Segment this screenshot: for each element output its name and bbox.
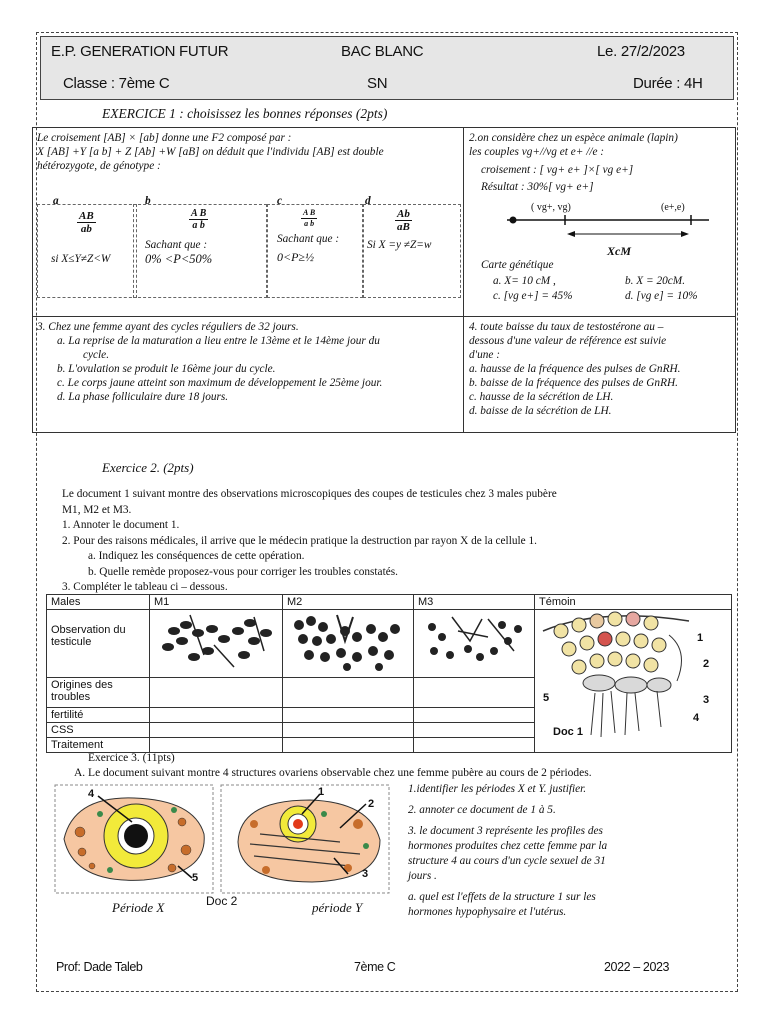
q4-option-a[interactable]: a. hausse de la fréquence des pulses de GnRH. — [469, 363, 681, 375]
q2-option-d[interactable]: d. [vg e] = 10% — [625, 290, 698, 302]
q1-line1: Le croisement [AB] × [ab] donne une F2 composé par : — [37, 132, 292, 144]
ex2-intro1: Le document 1 suivant montre des observations microscopiques des coupes de testicules chez 3 males pubère — [62, 488, 557, 500]
option-a-num: AB — [79, 210, 94, 222]
q1-line2: X [AB] +Y [a b] + Z [Ab] +W [aB] on déduit que l'individu [AB] est double — [37, 146, 384, 158]
table-header-m1: M1 — [150, 595, 283, 610]
exercise2-title: Exercice 2. (2pts) — [102, 460, 194, 475]
option-d-den: aB — [397, 221, 410, 233]
q2-text — [469, 131, 735, 159]
doc2-marker-4: 4 — [88, 788, 95, 800]
option-a-letter: a — [53, 195, 59, 207]
m3-micrograph — [418, 611, 530, 673]
footer-year: 2022 – 2023 — [604, 960, 670, 974]
q3-option-c[interactable]: c. Le corps jaune atteint son maximum de développement le 25ème jour. — [57, 377, 383, 389]
q4-option-c[interactable]: c. hausse de la sécrétion de LH. — [469, 391, 614, 403]
m3-treatment-cell[interactable] — [414, 738, 535, 753]
table-row-origins: Origines des troubles — [47, 678, 150, 708]
doc2-marker-5: 5 — [192, 872, 199, 884]
m2-fertility-cell[interactable] — [283, 708, 414, 723]
table-header-temoin: Témoin — [535, 595, 732, 610]
option-b-text2: 0% <P<50% — [145, 252, 213, 266]
q2-option-a[interactable]: a. X= 10 cM , — [493, 275, 556, 287]
q2-option-b[interactable]: b. X = 20cM. — [625, 275, 686, 287]
ex3-question-2: 2. annoter ce document de 1 à 5. — [408, 804, 556, 816]
table-header-males: Males — [47, 595, 150, 610]
option-d-fraction — [395, 208, 412, 233]
table-header-m3: M3 — [414, 595, 535, 610]
q3-option-a[interactable]: a. La reprise de la maturation a lieu entre le 13ème et le 14ème jour du — [57, 335, 380, 347]
school-name: E.P. GENERATION FUTUR — [51, 43, 229, 60]
exercise2-text — [62, 487, 557, 596]
q3-option-a-cont: cycle. — [83, 349, 110, 361]
doc1-marker-1: 1 — [697, 632, 704, 644]
ex3-question-3-line4: jours . — [408, 870, 437, 882]
option-b-fraction — [189, 208, 208, 231]
m1-observation-cell — [150, 610, 283, 678]
q3-option-b[interactable]: b. L'ovulation se produit le 16ème jour du cycle. — [57, 363, 276, 375]
m1-treatment-cell[interactable] — [150, 738, 283, 753]
map-right-label: (e+,e) — [661, 202, 685, 213]
option-c-letter: c — [277, 195, 283, 207]
exercise3-partA: A. Le document suivant montre 4 structures ovariens observable chez une femme pubère au cours de 2 périodes. — [74, 767, 592, 779]
ex2-intro2: M1, M2 et M3. — [62, 503, 132, 516]
m2-treatment-cell[interactable] — [283, 738, 414, 753]
m1-fertility-cell[interactable] — [150, 708, 283, 723]
temoin-cell — [535, 610, 732, 753]
ex3-question-3a-line1: a. quel est l'effets de la structure 1 sur les — [408, 891, 596, 903]
q1-line3: hétérozygote, de génotype : — [37, 160, 161, 172]
ex3-question-3-line1: 3. le document 3 représente les profiles des — [408, 825, 603, 837]
exam-header — [40, 36, 734, 100]
ex3-question-3a-line2: hormones hypophysaire et l'utérus. — [408, 906, 567, 918]
table-row-treatment: Traitement — [47, 738, 150, 753]
m2-css-cell[interactable] — [283, 723, 414, 738]
exercise1-title: EXERCICE 1 : choisissez les bonnes réponses (2pts) — [102, 106, 388, 121]
m2-observation-cell — [283, 610, 414, 678]
ex2-q2a: a. Indiquez les conséquences de cette opération. — [88, 550, 305, 562]
q2-option-c[interactable]: c. [vg e+] = 45% — [493, 290, 573, 302]
table-row-observation: Observation du testicule — [47, 610, 150, 678]
period-x-label: Période X — [112, 900, 165, 915]
genetic-map-diagram — [503, 212, 713, 242]
table-row-fertility: fertilité — [47, 708, 150, 723]
ex2-q1: 1. Annoter le document 1. — [62, 519, 180, 531]
doc1-marker-4: 4 — [693, 712, 700, 724]
footer-class: 7ème C — [354, 960, 396, 974]
option-a-fraction — [77, 210, 96, 235]
q2-result: Résultat : 30%[ vg+ e+] — [481, 181, 594, 193]
ex3-question-1: 1.identifier les périodes X et Y. justifier. — [408, 783, 587, 795]
ex3-question-3-line2: hormones produites chez cette femme par la — [408, 840, 608, 852]
exam-title: BAC BLANC — [341, 43, 424, 60]
footer-prof: Prof: Dade Taleb — [56, 960, 143, 974]
class-label: Classe : 7ème C — [63, 75, 170, 92]
option-d-num: Ab — [397, 208, 410, 220]
q3-block — [37, 320, 461, 404]
option-d-text: Si X =y ≠Z=w — [367, 239, 432, 251]
doc2-marker-3: 3 — [362, 868, 369, 880]
doc1-marker-3: 3 — [703, 694, 710, 706]
ex2-q3: 3. Compléter le tableau ci – dessous. — [62, 581, 228, 593]
ex2-q2: 2. Pour des raisons médicales, il arrive que le médecin pratique la destruction par rayon X de la cellule 1. — [62, 534, 537, 547]
m3-css-cell[interactable] — [414, 723, 535, 738]
testicle-table — [46, 594, 732, 753]
map-title: Carte génétique — [481, 259, 554, 271]
q3-option-d[interactable]: d. La phase folliculaire dure 18 jours. — [57, 391, 229, 403]
option-c-text2: 0<P≥½ — [277, 250, 315, 264]
doc1-marker-5: 5 — [543, 692, 550, 704]
doc1-marker-2: 2 — [703, 658, 710, 670]
ex2-q2b: b. Quelle remède proposez-vous pour corriger les troubles constatés. — [88, 565, 398, 578]
m2-origins-cell[interactable] — [283, 678, 414, 708]
map-left-label: ( vg+, vg) — [531, 202, 571, 213]
option-a-text: si X≤Y≠Z<W — [51, 253, 111, 265]
m2-micrograph — [287, 611, 409, 673]
map-distance-label: XcM — [607, 244, 631, 258]
doc2-marker-1: 1 — [318, 786, 325, 798]
q2-cross: croisement : [ vg+ e+ ]×[ vg e+] — [481, 164, 634, 176]
series-label: SN — [367, 75, 388, 92]
option-b-text1: Sachant que : — [145, 239, 208, 251]
exercise3-questions — [408, 782, 708, 920]
m1-micrograph — [154, 611, 278, 673]
q2-line1: 2.on considère chez un espèce animale (lapin) — [469, 132, 678, 144]
m3-fertility-cell[interactable] — [414, 708, 535, 723]
doc2-label: Doc 2 — [206, 894, 238, 908]
period-y-label: période Y — [312, 900, 363, 915]
option-c-text1: Sachant que : — [277, 233, 340, 245]
grid-divider-h — [33, 316, 735, 317]
m3-origins-cell[interactable] — [414, 678, 535, 708]
ovary-period-x-diagram — [54, 784, 214, 894]
q2-line2: les couples vg+//vg et e+ //e : — [469, 146, 605, 158]
q4-block — [469, 320, 735, 418]
doc1-label: Doc 1 — [553, 726, 583, 738]
grid-divider-v — [463, 128, 464, 432]
table-row-css: CSS — [47, 723, 150, 738]
ex3-question-3-line3: structure 4 au cours d'un cycle sexuel de 31 — [408, 855, 606, 867]
option-c-num: A B — [303, 208, 316, 217]
q4-intro1: 4. toute baisse du taux de testostérone au – — [469, 321, 664, 333]
m1-origins-cell[interactable] — [150, 678, 283, 708]
option-b-den: a b — [192, 220, 205, 231]
doc2-marker-2: 2 — [368, 798, 375, 810]
q3-intro: 3. Chez une femme ayant des cycles réguliers de 32 jours. — [37, 321, 299, 333]
option-c-den: a b — [304, 219, 315, 228]
option-a-den: ab — [80, 223, 92, 235]
exercise1-grid — [32, 127, 736, 433]
option-b-num: A B — [191, 208, 207, 219]
table-header-m2: M2 — [283, 595, 414, 610]
duration-label: Durée : 4H — [633, 75, 703, 92]
option-b-letter: b — [145, 195, 151, 207]
q4-option-b[interactable]: b. baisse de la fréquence des pulses de GnRH. — [469, 377, 678, 389]
m1-css-cell[interactable] — [150, 723, 283, 738]
q4-intro3: d'une : — [469, 349, 500, 361]
option-d-letter: d — [365, 195, 371, 207]
exercise3-title: Exercice 3. (11pts) — [88, 752, 175, 764]
q4-intro2: dessous d'une valeur de référence est suivie — [469, 335, 667, 347]
q4-option-d[interactable]: d. baisse de la sécrétion de LH. — [469, 405, 612, 417]
exam-date: Le. 27/2/2023 — [597, 43, 685, 60]
q1-text — [37, 131, 461, 173]
option-c-fraction — [301, 208, 317, 229]
m3-observation-cell — [414, 610, 535, 678]
